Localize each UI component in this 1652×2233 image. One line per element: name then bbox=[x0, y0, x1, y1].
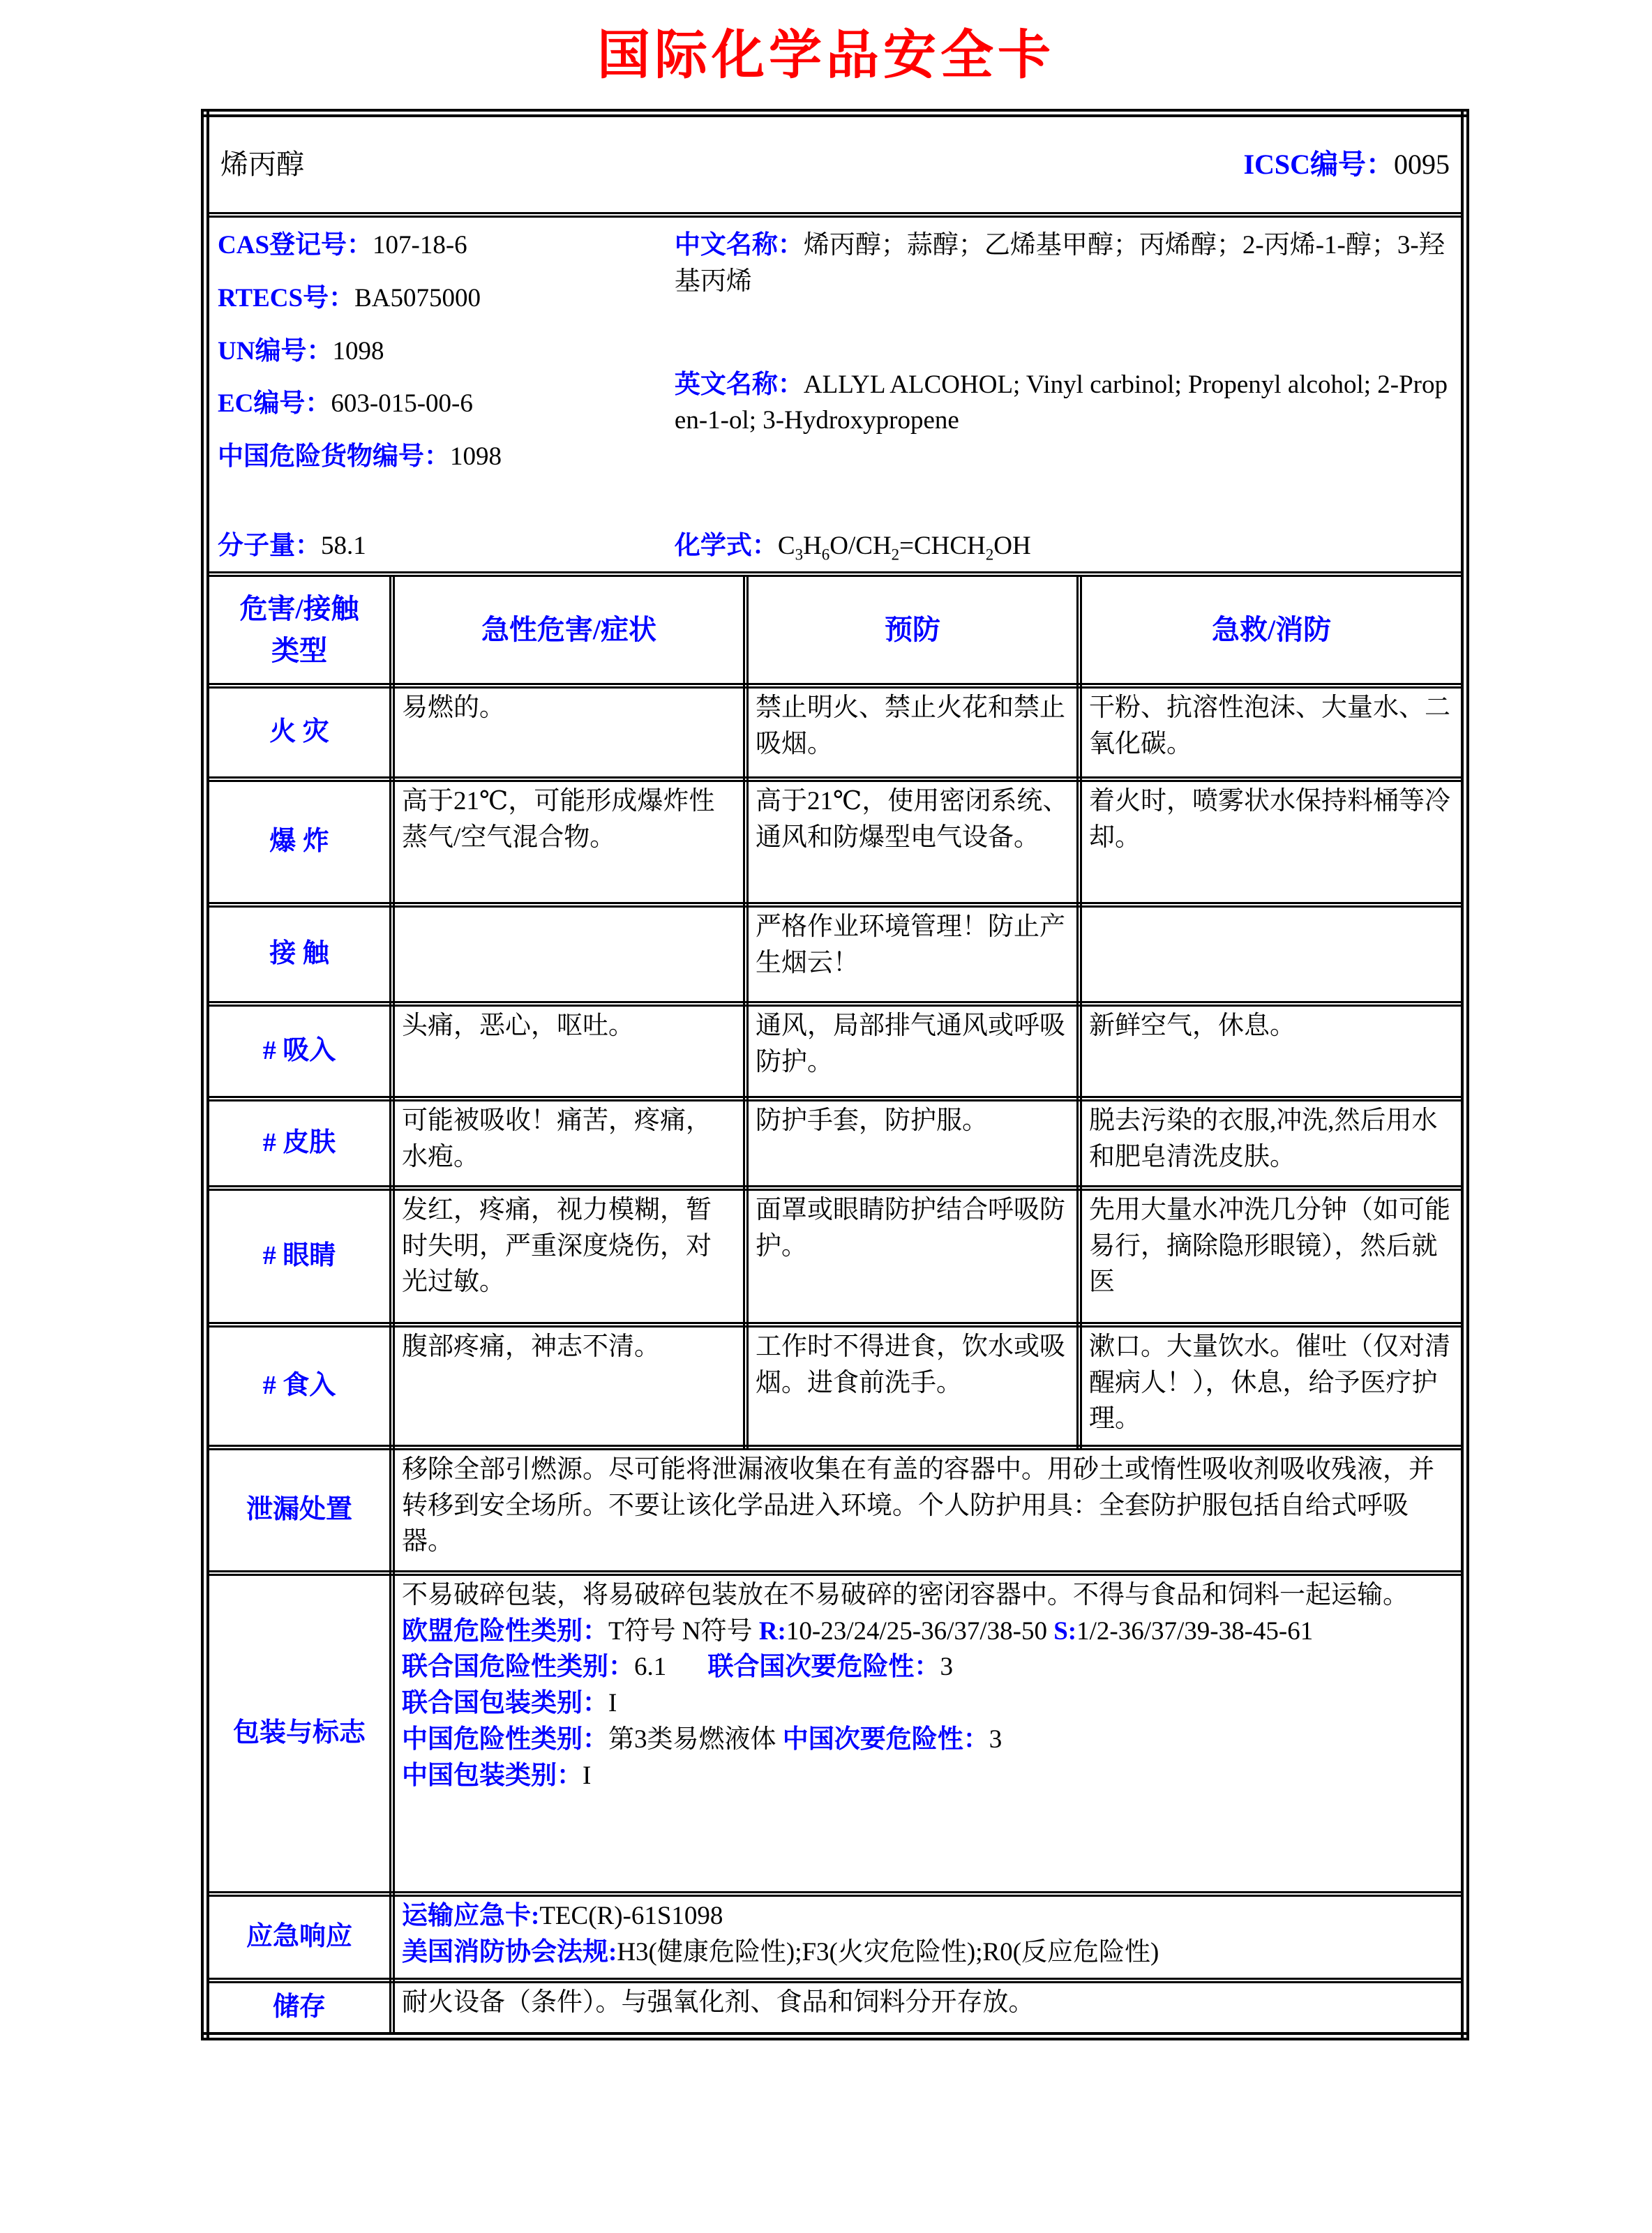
hazard-row-fire bbox=[205, 686, 1465, 779]
un-number-value: 1098 bbox=[332, 336, 384, 366]
un-subsidiary-risk-label: 联合国次要危险性： bbox=[707, 1653, 940, 1682]
prevention-cell: 防护手套，防护服。 bbox=[746, 1099, 1079, 1188]
hazard-row-inhalation bbox=[205, 1004, 1465, 1099]
molecular-weight-value: 58.1 bbox=[321, 531, 366, 560]
icsc-number-value: 0095 bbox=[1394, 149, 1450, 180]
first-aid-cell: 干粉、抗溶性泡沫、大量水、二氧化碳。 bbox=[1079, 686, 1465, 779]
first-aid-cell bbox=[1079, 905, 1465, 1004]
symptoms-cell: 发红，疼痛，视力模糊，暂时失明，严重深度烧伤，对光过敏。 bbox=[392, 1188, 746, 1325]
chinese-names-value: 烯丙醇；蒜醇；乙烯基甲醇；丙烯醇；2-丙烯-1-醇；3-羟基丙烯 bbox=[674, 231, 1445, 296]
chemical-formula-label: 化学式： bbox=[674, 531, 778, 560]
un-packing-group-value: I bbox=[608, 1689, 617, 1718]
emergency-response-label: 应急响应 bbox=[205, 1894, 392, 1980]
chinese-names-label: 中文名称： bbox=[674, 231, 804, 260]
prevention-cell: 严格作业环境管理！防止产生烟云！ bbox=[746, 905, 1079, 1004]
packaging-labelling-row bbox=[205, 1573, 1465, 1894]
symptoms-cell bbox=[392, 905, 746, 1004]
nfpa-code-label: 美国消防协会法规: bbox=[402, 1937, 617, 1967]
china-hazard-class-line bbox=[402, 1722, 1454, 1758]
chemical-formula-value: $C_3H_6O/CH_2=CHCH_2OH$ bbox=[777, 531, 1031, 564]
chemical-name: 烯丙醇 bbox=[220, 149, 304, 180]
storage-label: 储存 bbox=[205, 1980, 392, 2036]
cas-number-value: 107-18-6 bbox=[373, 231, 467, 260]
spill-disposal-label: 泄漏处置 bbox=[205, 1448, 392, 1573]
icsc-number-group bbox=[1243, 145, 1450, 184]
emergency-response-row bbox=[205, 1894, 1465, 1980]
china-packing-group-line bbox=[402, 1758, 1454, 1794]
first-aid-cell: 漱口。大量饮水。催吐（仅对清醒病人！），休息，给予医疗护理。 bbox=[1079, 1325, 1465, 1448]
prevention-cell: 高于21℃，使用密闭系统、通风和防爆型电气设备。 bbox=[746, 779, 1079, 905]
spill-disposal-row bbox=[205, 1448, 1465, 1573]
s-phrases-label: S: bbox=[1053, 1616, 1077, 1646]
molecular-formula-row bbox=[218, 528, 1452, 564]
hazard-row-eyes bbox=[205, 1188, 1465, 1325]
un-hazard-class-label: 联合国危险性类别： bbox=[402, 1653, 634, 1682]
title-row-content bbox=[216, 145, 1454, 184]
cas-number-line bbox=[218, 227, 675, 264]
transport-emergency-card-label: 运输应急卡: bbox=[402, 1901, 540, 1930]
title-row-cell bbox=[205, 113, 1465, 215]
hazard-type-cell: # 眼睛 bbox=[205, 1188, 392, 1325]
identity-row bbox=[205, 215, 1465, 574]
header-first-aid-fire: 急救/消防 bbox=[1079, 574, 1465, 686]
ec-number-label: EC编号： bbox=[218, 389, 331, 419]
s-phrases-value: 1/2-36/37/39-38-45-61 bbox=[1076, 1616, 1314, 1646]
china-packing-group-value: I bbox=[583, 1761, 592, 1790]
prevention-cell: 禁止明火、禁止火花和禁止吸烟。 bbox=[746, 686, 1079, 779]
english-names-line bbox=[675, 367, 1452, 439]
prevention-cell: 工作时不得进食，饮水或吸烟。进食前洗手。 bbox=[746, 1325, 1079, 1448]
hazard-type-cell: 火 灾 bbox=[205, 686, 392, 779]
icsc-number-label: ICSC编号： bbox=[1243, 149, 1395, 180]
packaging-labelling-label: 包装与标志 bbox=[205, 1573, 392, 1894]
ec-number-line bbox=[218, 386, 675, 422]
identifier-list bbox=[218, 227, 675, 492]
storage-row bbox=[205, 1980, 1465, 2036]
un-subsidiary-risk-value: 3 bbox=[940, 1653, 953, 1682]
china-packing-group-label: 中国包装类别： bbox=[402, 1761, 583, 1790]
ec-number-value: 603-015-00-6 bbox=[331, 389, 473, 419]
prevention-cell: 面罩或眼睛防护结合呼吸防护。 bbox=[746, 1188, 1079, 1325]
hazard-type-cell: 接 触 bbox=[205, 905, 392, 1004]
un-hazard-class-value: 6.1 bbox=[634, 1653, 667, 1682]
molecular-weight-label: 分子量： bbox=[218, 531, 321, 560]
first-aid-cell: 脱去污染的衣服,冲洗,然后用水和肥皂清洗皮肤。 bbox=[1079, 1099, 1465, 1188]
title-row bbox=[205, 113, 1465, 215]
hazard-row-ingestion bbox=[205, 1325, 1465, 1448]
symptoms-cell: 高于21℃，可能形成爆炸性蒸气/空气混合物。 bbox=[392, 779, 746, 905]
emergency-response-content bbox=[392, 1894, 1465, 1980]
hazard-type-cell: # 食入 bbox=[205, 1325, 392, 1448]
eu-hazard-class-line bbox=[402, 1614, 1454, 1650]
transport-emergency-card-value: TEC(R)-61S1098 bbox=[539, 1901, 723, 1930]
spill-disposal-text: 移除全部引燃源。尽可能将泄漏液收集在有盖的容器中。用砂土或惰性吸收剂吸收残液，并转移到安全场所。不要让该化学品进入环境。个人防护用具：全套防护服包括自给式呼吸器。 bbox=[392, 1448, 1465, 1573]
hazard-type-cell: # 吸入 bbox=[205, 1004, 392, 1099]
un-packing-group-line bbox=[402, 1685, 1454, 1722]
r-phrases-value: 10-23/24/25-36/37/38-50 bbox=[786, 1616, 1054, 1646]
english-names-value: ALLYL ALCOHOL; Vinyl carbinol; Propenyl alcohol; 2-Propen-1-ol; 3-Hydroxypropene bbox=[674, 370, 1448, 435]
china-subsidiary-risk-value: 3 bbox=[989, 1724, 1003, 1754]
page-title: 国际化学品安全卡 bbox=[597, 27, 1055, 85]
un-number-label: UN编号： bbox=[218, 336, 333, 366]
packaging-labelling-content bbox=[392, 1573, 1465, 1894]
symptoms-cell: 可能被吸收！痛苦，疼痛，水疱。 bbox=[392, 1099, 746, 1188]
first-aid-cell: 新鲜空气，休息。 bbox=[1079, 1004, 1465, 1099]
symptoms-cell: 易燃的。 bbox=[392, 686, 746, 779]
eu-hazard-symbols: T符号 N符号 bbox=[608, 1616, 759, 1646]
hazard-type-cell: # 皮肤 bbox=[205, 1099, 392, 1188]
first-aid-cell: 先用大量水冲洗几分钟（如可能易行，摘除隐形眼镜），然后就医 bbox=[1079, 1188, 1465, 1325]
transport-emergency-card-line bbox=[402, 1898, 1454, 1934]
china-subsidiary-risk-label: 中国次要危险性： bbox=[782, 1724, 989, 1754]
icsc-card-table bbox=[201, 109, 1469, 2040]
hazard-row-explosion bbox=[205, 779, 1465, 905]
hazard-row-skin bbox=[205, 1099, 1465, 1188]
molecular-weight-line bbox=[218, 528, 675, 564]
storage-text: 耐火设备（条件）。与强氧化剂、食品和饲料分开存放。 bbox=[392, 1980, 1465, 2036]
hazard-header-row bbox=[205, 574, 1465, 686]
rtecs-number-value: BA5075000 bbox=[354, 283, 481, 313]
eu-hazard-class-label: 欧盟危险性类别： bbox=[402, 1616, 608, 1646]
r-phrases-label: R: bbox=[758, 1616, 786, 1646]
cas-number-label: CAS登记号： bbox=[218, 231, 373, 260]
nfpa-code-value: H3(健康危险性);F3(火灾危险性);R0(反应危险性) bbox=[617, 1937, 1159, 1967]
china-hazard-class-label: 中国危险性类别： bbox=[402, 1724, 608, 1754]
identity-row-cell bbox=[205, 215, 1465, 574]
symptoms-cell: 头痛，恶心，呕吐。 bbox=[392, 1004, 746, 1099]
china-hazard-class-value: 第3类易燃液体 bbox=[608, 1724, 783, 1754]
china-dg-number-line bbox=[218, 439, 675, 475]
icsc-page bbox=[0, 13, 1652, 2022]
hazard-type-cell: 爆 炸 bbox=[205, 779, 392, 905]
un-packing-group-label: 联合国包装类别： bbox=[402, 1689, 608, 1718]
prevention-cell: 通风，局部排气通风或呼吸防护。 bbox=[746, 1004, 1079, 1099]
chinese-names-line bbox=[675, 227, 1452, 300]
hazard-row-contact bbox=[205, 905, 1465, 1004]
header-prevention: 预防 bbox=[746, 574, 1079, 686]
header-acute-symptoms: 急性危害/症状 bbox=[392, 574, 746, 686]
header-hazard-type: 危害/接触类型 bbox=[205, 574, 392, 686]
rtecs-number-line bbox=[218, 280, 675, 317]
first-aid-cell: 着火时，喷雾状水保持料桶等冷却。 bbox=[1079, 779, 1465, 905]
nfpa-code-line bbox=[402, 1934, 1454, 1971]
english-names-label: 英文名称： bbox=[674, 370, 804, 399]
un-number-line bbox=[218, 333, 675, 370]
china-dg-number-label: 中国危险货物编号： bbox=[218, 442, 450, 472]
un-hazard-class-line bbox=[402, 1649, 1454, 1685]
packaging-transport-text: 不易破碎包装，将易破碎包装放在不易破碎的密闭容器中。不得与食品和饲料一起运输。 bbox=[402, 1580, 1409, 1609]
identity-grid bbox=[218, 227, 1452, 492]
china-dg-number-value: 1098 bbox=[450, 442, 502, 472]
chemical-formula-line bbox=[675, 528, 1452, 564]
rtecs-number-label: RTECS号： bbox=[218, 283, 355, 313]
name-list bbox=[675, 227, 1452, 492]
symptoms-cell: 腹部疼痛，神志不清。 bbox=[392, 1325, 746, 1448]
